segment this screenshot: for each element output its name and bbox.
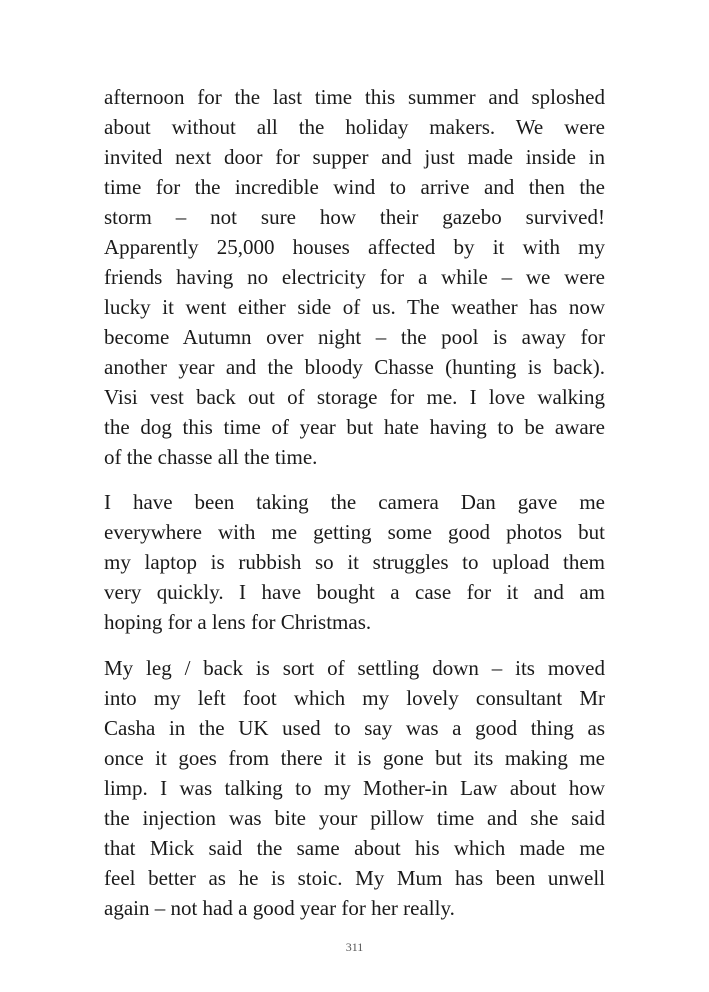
paragraph-2 bbox=[104, 487, 605, 637]
text-line: Visi vest back out of storage for me. I love walking bbox=[104, 385, 605, 409]
paragraph-1 bbox=[104, 82, 605, 472]
text-line: Casha in the UK used to say was a good thing as bbox=[104, 716, 605, 740]
text-line: afternoon for the last time this summer and sploshed bbox=[104, 85, 605, 109]
text-line: everywhere with me getting some good photos but bbox=[104, 520, 605, 544]
text-line: My leg / back is sort of settling down – its moved bbox=[104, 656, 605, 680]
text-line: limp. I was talking to my Mother-in Law about how bbox=[104, 776, 605, 800]
text-line: about without all the holiday makers. We were bbox=[104, 115, 605, 139]
text-line: the dog this time of year but hate having to be aware bbox=[104, 415, 605, 439]
text-line: again – not had a good year for her really. bbox=[104, 896, 455, 920]
text-line: time for the incredible wind to arrive and then the bbox=[104, 175, 605, 199]
text-line: Apparently 25,000 houses affected by it with my bbox=[104, 235, 605, 259]
text-line: very quickly. I have bought a case for it and am bbox=[104, 580, 605, 604]
text-line: feel better as he is stoic. My Mum has been unwell bbox=[104, 866, 605, 890]
page-number: 311 bbox=[345, 940, 364, 954]
paragraph-3 bbox=[104, 653, 605, 923]
text-line: the injection was bite your pillow time and she said bbox=[104, 806, 605, 830]
text-line: invited next door for supper and just made inside in bbox=[104, 145, 605, 169]
text-line: become Autumn over night – the pool is away for bbox=[104, 325, 605, 349]
text-line: hoping for a lens for Christmas. bbox=[104, 610, 372, 634]
text-line: friends having no electricity for a while – we were bbox=[104, 265, 605, 289]
text-line: of the chasse all the time. bbox=[104, 445, 318, 469]
text-line: my laptop is rubbish so it struggles to upload them bbox=[104, 550, 605, 574]
text-line: into my left foot which my lovely consultant Mr bbox=[104, 686, 605, 710]
text-line: another year and the bloody Chasse (hunting is back). bbox=[104, 355, 605, 379]
text-line: lucky it went either side of us. The weather has now bbox=[104, 295, 605, 319]
text-line: storm – not sure how their gazebo survived! bbox=[104, 205, 605, 229]
text-line: I have been taking the camera Dan gave me bbox=[104, 490, 605, 514]
text-line: that Mick said the same about his which made me bbox=[104, 836, 605, 860]
text-line: once it goes from there it is gone but its making me bbox=[104, 746, 605, 770]
